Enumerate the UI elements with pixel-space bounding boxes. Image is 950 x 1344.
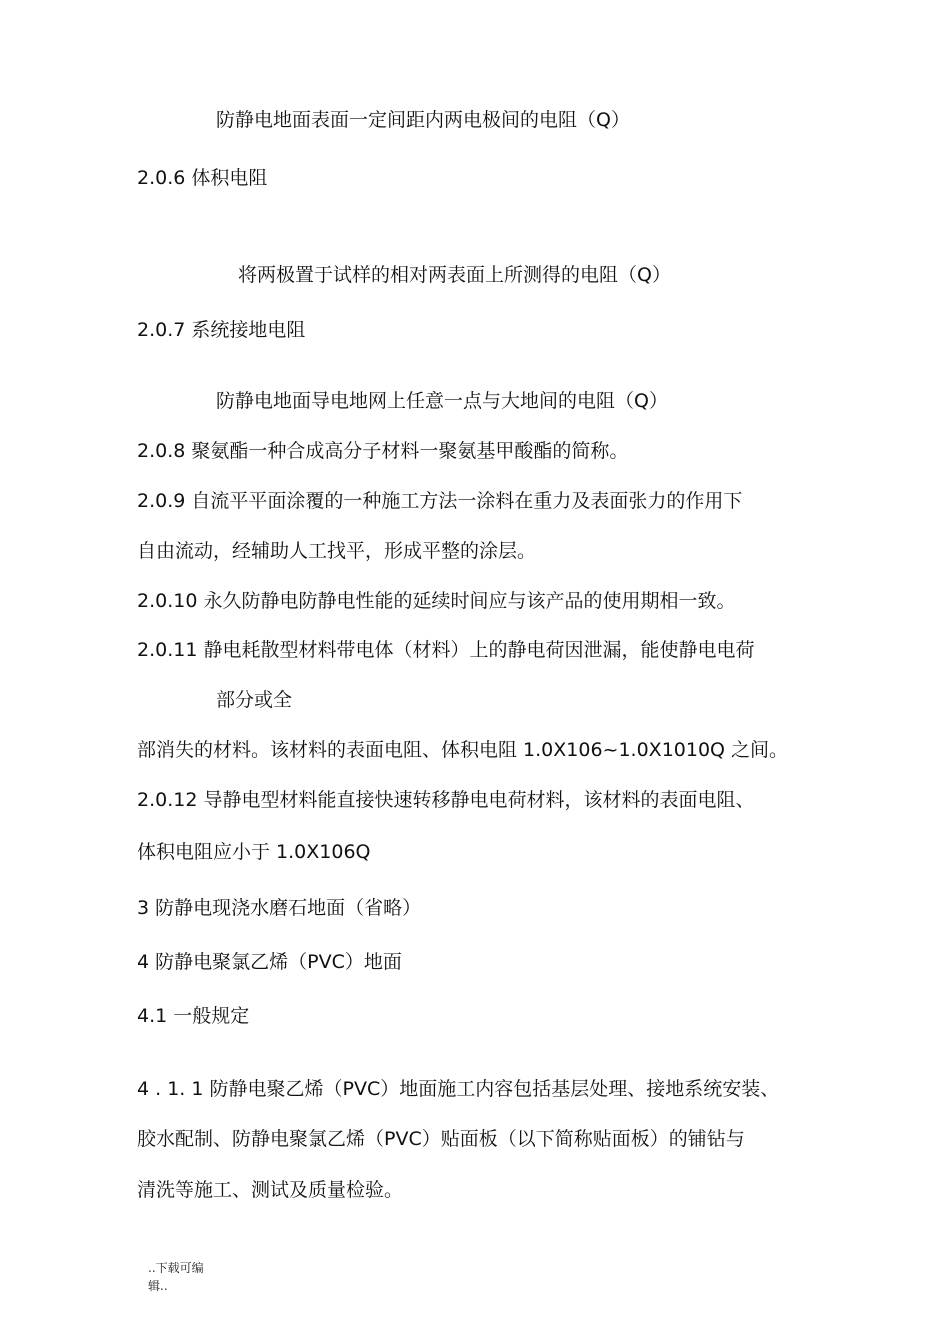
section-heading: 4.1 一般规定 (137, 1005, 250, 1027)
section-heading: 3 防静电现浇水磨石地面（省略） (137, 897, 422, 919)
text-line: 胶水配制、防静电聚氯乙烯（PVC）贴面板（以下简称贴面板）的铺钻与 (137, 1128, 745, 1150)
text-line: 体积电阻应小于 1.0X106Q (137, 841, 371, 863)
text-line: 2.0.9 自流平平面涂覆的一种施工方法一涂料在重力及表面张力的作用下 (137, 490, 743, 512)
text-line: 4 . 1. 1 防静电聚乙烯（PVC）地面施工内容包括基层处理、接地系统安装、 (137, 1078, 780, 1100)
section-heading: 2.0.6 体积电阻 (137, 167, 268, 189)
text-line: 2.0.11 静电耗散型材料带电体（材料）上的静电荷因泄漏，能使静电电荷 (137, 639, 755, 661)
text-line: 部消失的材料。该材料的表面电阻、体积电阻 1.0X106~1.0X1010Q 之间。 (137, 739, 789, 761)
section-heading: 4 防静电聚氯乙烯（PVC）地面 (137, 951, 402, 973)
text-line: 防静电地面导电地网上任意一点与大地间的电阻（Q） (216, 390, 668, 412)
footer-note (148, 1259, 204, 1295)
text-line: 部分或全 (216, 689, 293, 711)
text-line: 防静电地面表面一定间距内两电极间的电阻（Q） (216, 109, 630, 131)
text-line: 2.0.12 导静电型材料能直接快速转移静电电荷材料，该材料的表面电阻、 (137, 789, 755, 811)
text-line: 自由流动，经辅助人工找平，形成平整的涂层。 (137, 540, 537, 562)
text-line: 2.0.8 聚氨酯一种合成高分子材料一聚氨基甲酸酯的简称。 (137, 440, 629, 462)
footer-line: 辑.. (148, 1279, 168, 1293)
text-line: 2.0.10 永久防静电防静电性能的延续时间应与该产品的使用期相一致。 (137, 590, 736, 612)
footer-line: ..下载可编 (148, 1261, 204, 1275)
text-line: 将两极置于试样的相对两表面上所测得的电阻（Q） (238, 264, 671, 286)
section-heading: 2.0.7 系统接地电阻 (137, 319, 306, 341)
text-line: 清洗等施工、测试及质量检验。 (137, 1179, 404, 1201)
